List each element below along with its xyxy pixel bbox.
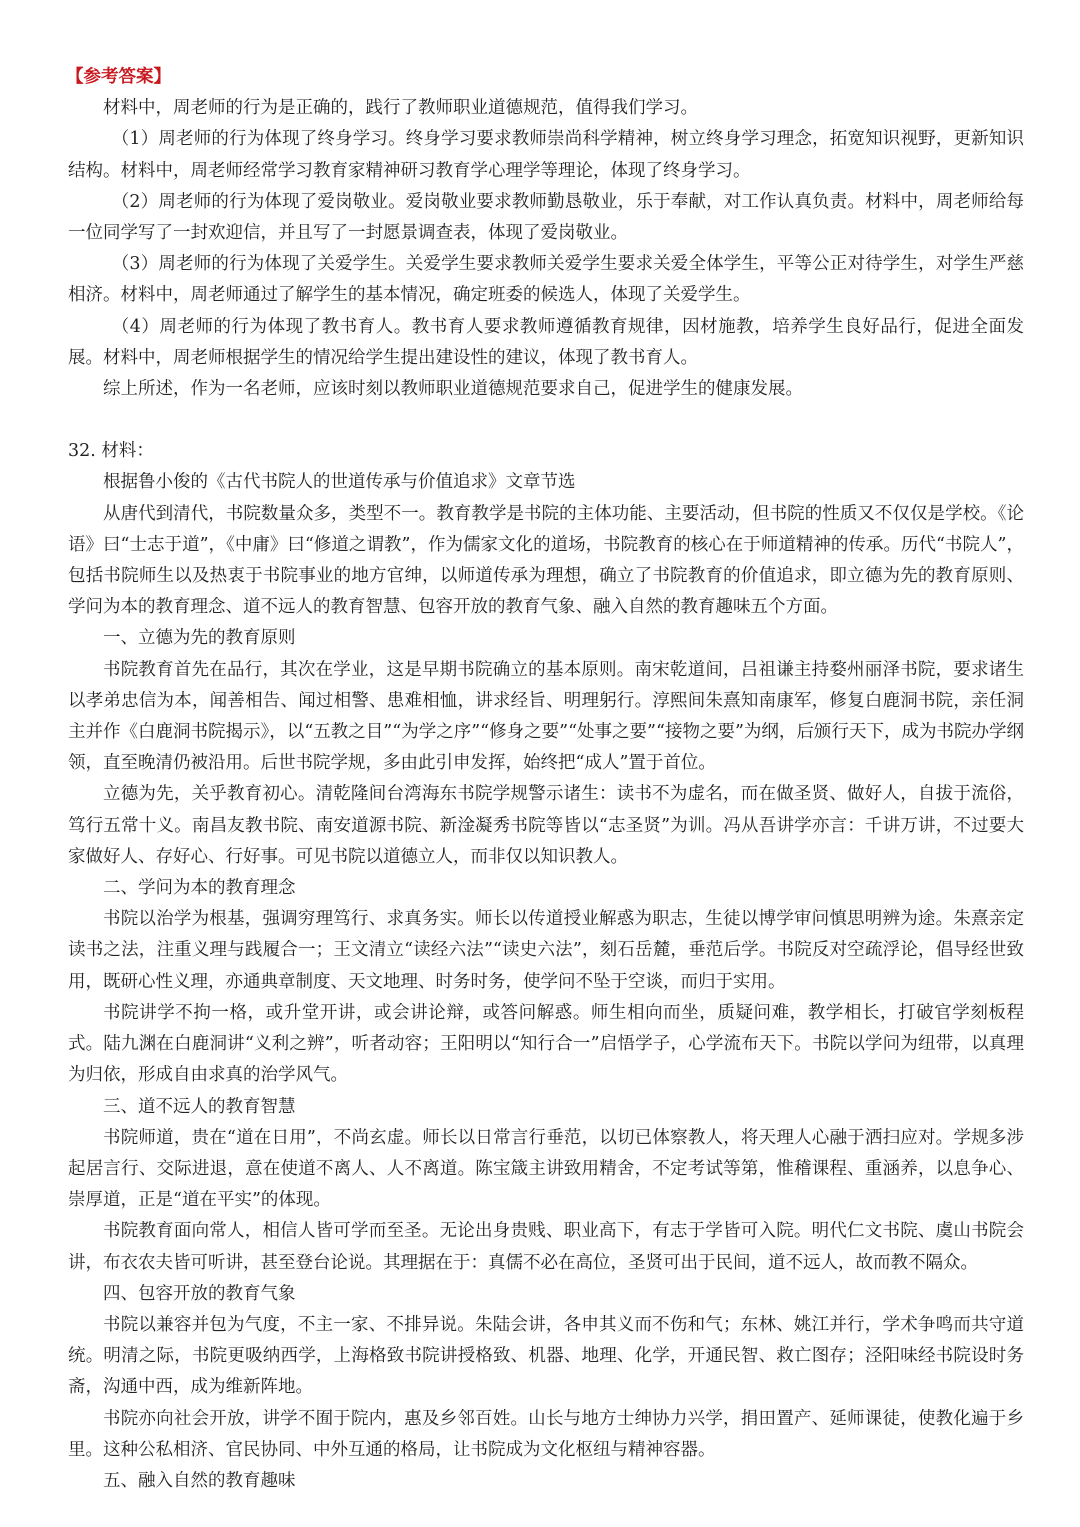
answer-title: 【参考答案】 (66, 67, 171, 87)
section-paragraph: 书院讲学不拘一格，或升堂开讲，或会讲论辩，或答问解惑。师生相向而坐，质疑问难，教学相长，打破官学刻板程式。陆九渊在白鹿洞讲“义利之辨”，听者动容；王阳明以“知行合一”启悟学子，心学流布天下。书院以学问为纽带，以真理为归依，形成自由求真的治学风气。 (68, 1002, 1024, 1086)
answer-paragraph: （4）周老师的行为体现了教书育人。教书育人要求教师遵循教育规律，因材施教，培养学生良好品行，促进全面发展。材料中，周老师根据学生的情况给学生提出建设性的建议，体现了教书育人。 (68, 316, 1024, 368)
section-heading: 一、立德为先的教育原则 (103, 628, 296, 649)
section-paragraph: 书院教育首先在品行，其次在学业，这是早期书院确立的基本原则。南宋乾道间，吕祖谦主持婺州丽泽书院，要求诸生以孝弟忠信为本，闻善相告、闻过相警、患难相恤，讲求经旨、明理躬行。淳熙间朱熹知南康军，修复白鹿洞书院，亲任洞主并作《白鹿洞书院揭示》，以“五教之目”“为学之序”“修身之要”“处事之要”“接物之要”为纲，后颁行天下，成为书院办学纲领，直至晚清仍被沿用。后世书院学规，多由此引申发挥，始终把“成人”置于首位。 (68, 659, 1024, 774)
section-paragraph: 书院教育面向常人，相信人皆可学而至圣。无论出身贵贱、职业高下，有志于学皆可入院。明代仁文书院、虞山书院会讲，布衣农夫皆可听讲，甚至登台论说。其理据在于：真儒不必在高位，圣贤可出于民间，道不远人，故而教不隔众。 (68, 1221, 1024, 1273)
answer-paragraph: （1）周老师的行为体现了终身学习。终身学习要求教师崇尚科学精神，树立终身学习理念，拓宽知识视野，更新知识结构。材料中，周老师经常学习教育家精神研习教育学心理学等理论，体现了终身学习。 (68, 129, 1024, 181)
section-heading: 四、包容开放的教育气象 (103, 1283, 296, 1304)
section-heading: 二、学问为本的教育理念 (103, 878, 296, 899)
section-paragraph: 书院亦向社会开放，讲学不囿于院内，惠及乡邻百姓。山长与地方士绅协力兴学，捐田置产、延师课徒，使教化遍于乡里。这种公私相济、官民协同、中外互通的格局，让书院成为文化枢纽与精神容器。 (68, 1408, 1024, 1460)
section-spacer (68, 405, 1024, 436)
section-paragraph: 书院师道，贵在“道在日用”，不尚玄虚。师长以日常言行垂范，以切已体察教人，将天理人心融于洒扫应对。学规多涉起居言行、交际进退，意在使道不离人、人不离道。陈宝箴主讲致用精舍，不定考试等第，惟稽课程、重涵养，以息争心、崇厚道，正是“道在平实”的体现。 (68, 1127, 1024, 1211)
question-intro: 从唐代到清代，书院数量众多，类型不一。教育教学是书院的主体功能、主要活动，但书院的性质又不仅仅是学校。《论语》曰“士志于道”，《中庸》曰“修道之谓教”，作为儒家文化的道场，书院教育的核心在于师道精神的传承。历代“书院人”，包括书院师生以及热衷于书院事业的地方官绅，以师道传承为理想，确立了书院教育的价值追求，即立德为先的教育原则、学问为本的教育理念、道不远人的教育智慧、包容开放的教育气象、融入自然的教育趣味五个方面。 (68, 503, 1024, 618)
section-paragraph: 书院以兼容并包为气度，不主一家、不排异说。朱陆会讲，各申其义而不伤和气；东林、姚江并行，学术争鸣而共守道统。明清之际，书院更吸纳西学，上海格致书院讲授格致、机器、地理、化学，开通民智、救亡图存；泾阳味经书院设时务斋，沟通中西，成为维新阵地。 (68, 1314, 1024, 1398)
section-heading: 五、融入自然的教育趣味 (103, 1470, 296, 1491)
answer-paragraph: （2）周老师的行为体现了爱岗敬业。爱岗敬业要求教师勤恳敬业，乐于奉献，对工作认真负责。材料中，周老师给每一位同学写了一封欢迎信，并且写了一封愿景调查表，体现了爱岗敬业。 (68, 191, 1024, 244)
question-source: 根据鲁小俊的《古代书院人的世道传承与价值追求》文章节选 (103, 472, 576, 493)
answer-paragraph: 材料中，周老师的行为是正确的，践行了教师职业道德规范，值得我们学习。 (103, 98, 698, 119)
question-number: 32. 材料： (68, 441, 154, 462)
section-paragraph: 书院以治学为根基，强调穷理笃行、求真务实。师长以传道授业解惑为职志，生徒以博学审问慎思明辨为途。朱熹亲定读书之法，注重义理与践履合一；王文清立“读经六法”“读史六法”，刻石岳麓，垂范后学。书院反对空疏浮论，倡导经世致用，既研心性义理，亦通典章制度、天文地理、时务时务，使学问不坠于空谈，而归于实用。 (68, 909, 1024, 992)
section-paragraph: 立德为先，关乎教育初心。清乾隆间台湾海东书院学规警示诸生：读书不为虚名，而在做圣贤、做好人，自拔于流俗，笃行五常十义。南昌友教书院、南安道源书院、新淦凝秀书院等皆以“志圣贤”为训。冯从吾讲学亦言：千讲万讲，不过要大家做好人、存好心、行好事。可见书院以道德立人，而非仅以知识教人。 (68, 784, 1024, 867)
answer-paragraph: 综上所述，作为一名老师，应该时刻以教师职业道德规范要求自己，促进学生的健康发展。 (103, 379, 803, 400)
answer-paragraph: （3）周老师的行为体现了关爱学生。关爱学生要求教师关爱学生要求关爱全体学生，平等公正对待学生，对学生严慈相济。材料中，周老师通过了解学生的基本情况，确定班委的候选人，体现了关爱学生。 (68, 254, 1024, 306)
section-heading: 三、道不远人的教育智慧 (103, 1096, 296, 1117)
